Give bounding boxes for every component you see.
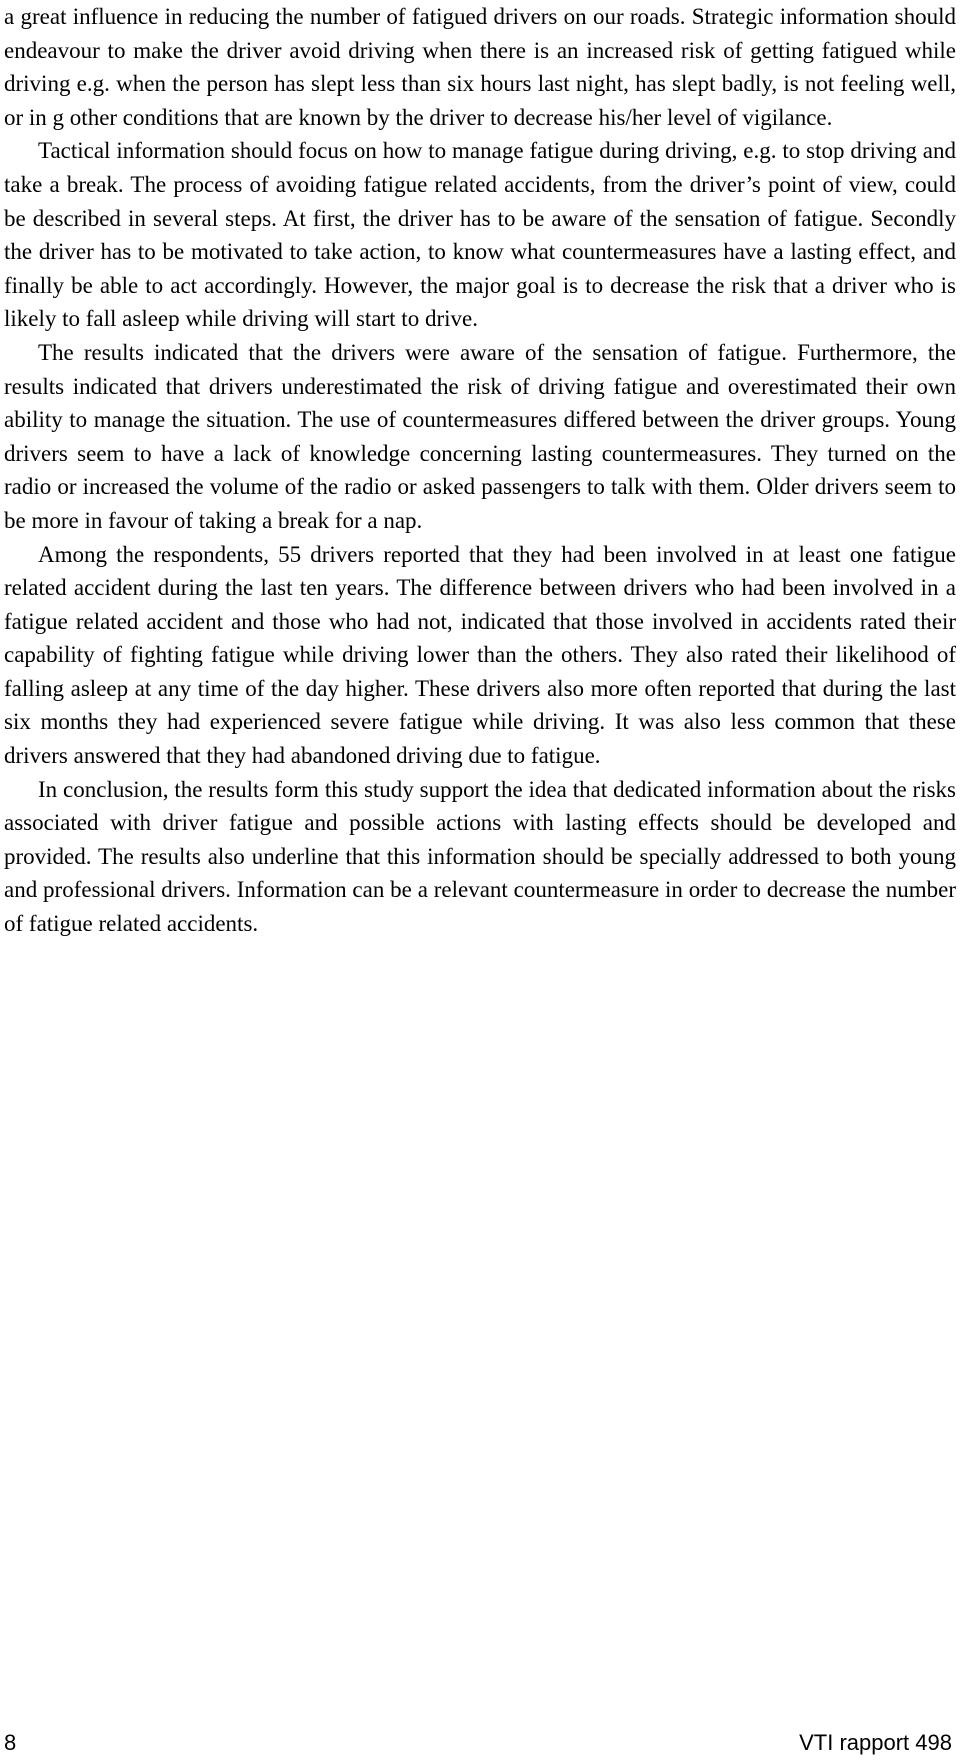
report-name: VTI rapport 498: [799, 1730, 952, 1755]
page-footer: [0, 1728, 960, 1760]
paragraph-tactical-information: Tactical information should focus on how to manage fatigue during driving, e.g. to stop driving and take a break. The process of avoiding fatigue related accidents, from the driver’s point of view, could be described in several steps. At first, the driver has to be aware of the sensation of fatigue. Secondly the driver has to be motivated to take action, to know what countermeasures have a lasting effect, and finally be able to act accordingly. However, the major goal is to decrease the risk that a driver who is likely to fall asleep while driving will start to drive.: [4, 138, 956, 332]
page-number: 8: [4, 1730, 17, 1755]
paragraph-results: The results indicated that the drivers were aware of the sensation of fatigue. Furthermore, the results indicated that drivers underestimated the risk of driving fatigue and overestimated their own ability to manage the situation. The use of countermeasures differed between the driver groups. Young drivers seem to have a lack of knowledge concerning lasting countermeasures. They turned on the radio or increased the volume of the radio or asked passengers to talk with them. Older drivers seem to be more in favour of taking a break for a nap.: [4, 339, 956, 533]
body-text: [4, 0, 956, 941]
paragraph-respondents: Among the respondents, 55 drivers reported that they had been involved in at least one fatigue related accident during the last ten years. The difference between drivers who had been involved in a fatigue related accident and those who had not, indicated that those involved in accidents rated their capability of fighting fatigue while driving lower than the others. They also rated their likelihood of falling asleep at any time of the day higher. These drivers also more often reported that during the last six months they had experienced severe fatigue while driving. It was also less common that these drivers answered that they had abandoned driving due to fatigue.: [4, 541, 956, 769]
paragraph-conclusion: In conclusion, the results form this study support the idea that dedicated information about the risks associated with driver fatigue and possible actions with lasting effects should be developed and provided. The results also underline that this information should be specially addressed to both young and professional drivers. Information can be a relevant countermeasure in order to decrease the number of fatigue related accidents.: [4, 776, 956, 937]
paragraph-continuation: a great influence in reducing the number of fatigued drivers on our roads. Strategic information should endeavour to make the driver avoid driving when there is an increased risk of getting fatigued while driving e.g. when the person has slept less than six hours last night, has slept badly, is not feeling well, or in g other conditions that are known by the driver to decrease his/her level of vigilance.: [4, 4, 956, 130]
